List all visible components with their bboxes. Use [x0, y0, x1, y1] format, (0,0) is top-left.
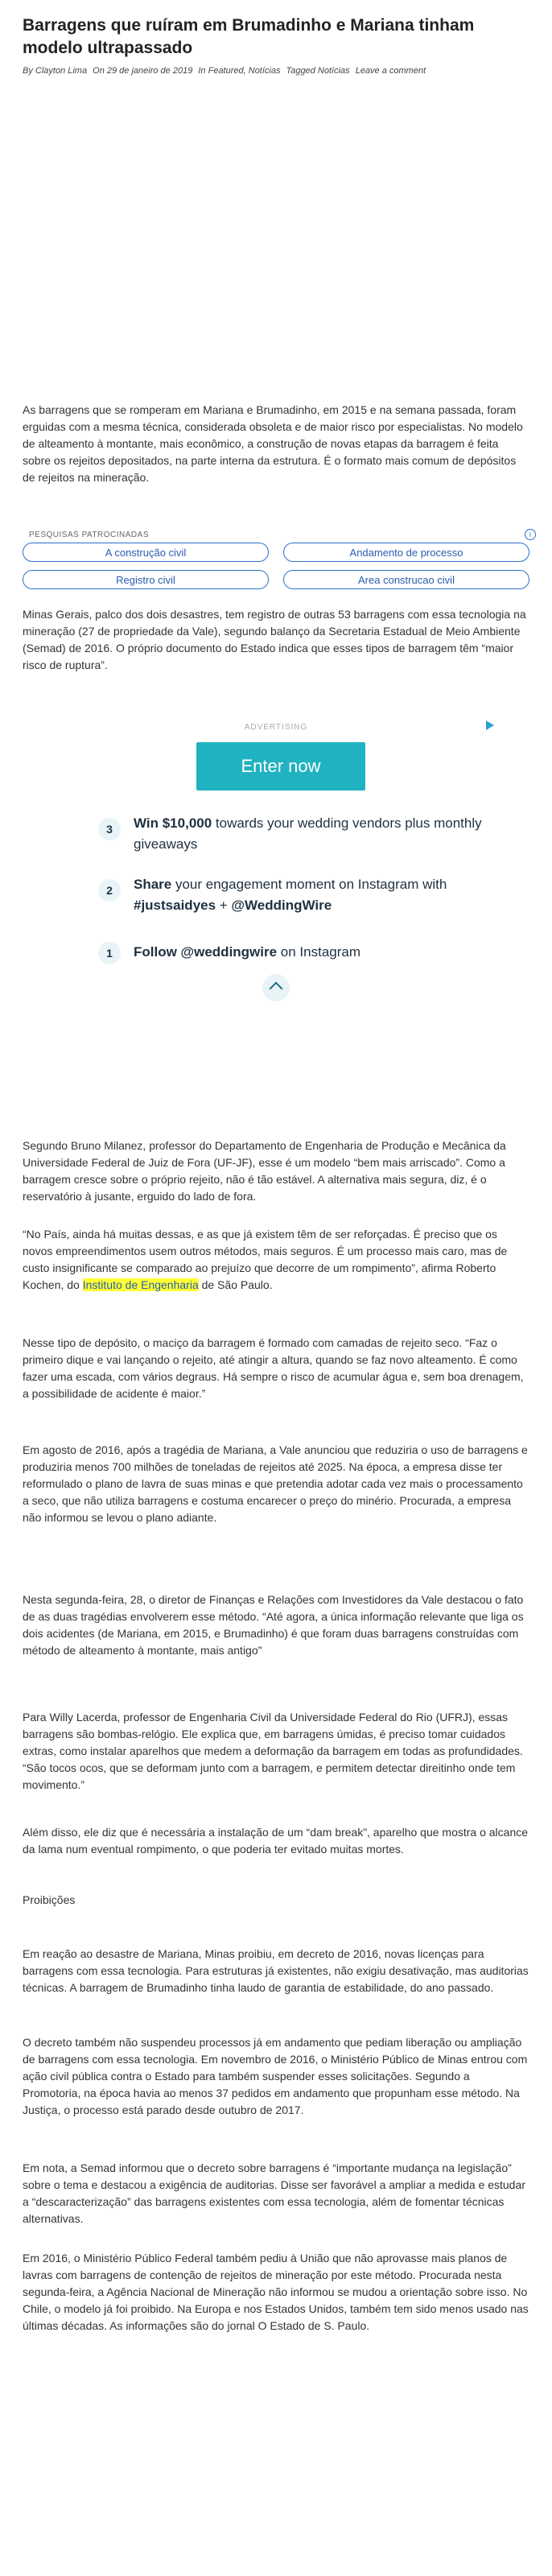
step-text	[134, 942, 488, 963]
sponsored-link-1[interactable]: A construção civil	[23, 543, 269, 562]
paragraph-4	[23, 1226, 529, 1294]
sponsored-label: PESQUISAS PATROCINADAS	[29, 530, 149, 539]
article-meta	[23, 64, 529, 77]
paragraph-10: Em reação ao desastre de Mariana, Minas proibiu, em decreto de 2016, novas licenças para barragens com essa tecnologia. Para estruturas já existentes, não exigiu desativação, mas auditorias técnicas. A barragem de Brumadinho tinha laudo de garantia de estabilidade, do ano passado.	[23, 1947, 529, 1994]
paragraph-5: Nesse tipo de depósito, o maciço da barragem é formado com camadas de rejeito seco. “Faz o primeiro dique e vai lançando o rejeito, até atingir a altura, quando se faz novo alteamento. É como fazer uma escada, com vários degraus. Há sempre o risco de acumular água e, sem boa drenagem, a possibilidade de acidente é maior.”	[23, 1336, 524, 1400]
step-bold: Follow @weddingwire	[134, 944, 278, 960]
paragraph-13: Em 2016, o Ministério Público Federal também pediu à União que não aprovasse mais planos de lavras com barragens de contenção de rejeitos de mineração por este método. Procurada nesta segunda-feira, a Agência Nacional de Mineração não informou se mudou a orientação sobre isso. No Chile, o modelo já foi proibido. Na Europa e nos Estados Unidos, também tem sido menos usado nas últimas décadas. As informações são do jornal O Estado de S. Paulo.	[23, 2252, 529, 2332]
step-rest: towards your wedding vendors plus monthly giveaways	[134, 815, 482, 852]
paragraph-6: Em agosto de 2016, após a tragédia de Mariana, a Vale anunciou que reduziria o uso de barragens e produziria menos 700 milhões de toneladas de rejeitos até 2025. Na época, a empresa disse ter reformulado o plano de lavra de suas minas e que pretendia adotar cada vez mais o processamento a seco, que não utiliza barragens e costuma encarecer o preço do minério. Procurada, a empresa não informou se levou o plano adiante.	[23, 1443, 528, 1524]
step-text	[134, 874, 488, 916]
instituto-engenharia-link[interactable]: Instituto de Engenharia	[82, 1278, 199, 1291]
meta-tags[interactable]: Tagged Notícias	[286, 66, 350, 76]
paragraph-2: Minas Gerais, palco dos dois desastres, tem registro de outras 53 barragens com essa tecnologia na mineração (27 de propriedade da Vale), segundo balanço da Secretaria Estadual de Meio Ambiente (Semad) de 2016. O próprio documento do Estado indica que esses tipos de barragem têm “maior risco de ruptura”.	[23, 608, 526, 671]
meta-date: On 29 de janeiro de 2019	[93, 66, 193, 76]
step-rest: on Instagram	[277, 944, 361, 960]
paragraph-7: Nesta segunda-feira, 28, o diretor de Finanças e Relações com Investidores da Vale destacou o fato de as duas tragédias envolverem esse método. “Até agora, a única informação relevante que liga os dois acidentes (de Mariana, em 2015, e Brumadinho) é que foram duas barragens construídas com método de alteamento à montante, mais antigo”	[23, 1593, 524, 1657]
advertising-label: ADVERTISING	[244, 723, 308, 732]
step-number-badge: 2	[98, 879, 121, 902]
paragraph-9: Além disso, ele diz que é necessária a instalação de um “dam break”, aparelho que mostra o alcance da lama num eventual rompimento, o que poderia ter evitado muitas mortes.	[23, 1826, 529, 1856]
step-handle: @WeddingWire	[231, 898, 332, 913]
sponsored-link-2[interactable]: Andamento de processo	[283, 543, 529, 562]
meta-comment-link[interactable]: Leave a comment	[355, 66, 426, 76]
paragraph-1: As barragens que se romperam em Mariana e Brumadinho, em 2015 e na semana passada, foram erguidas com a mesma técnica, considerada obsoleta e de maior risco por especialistas. No modelo de alteamento à montante, mais econômico, a construção de novas etapas da barragem é feita sobre os rejeitos depositados, na parte interna da estrutura. É o formato mais comum de depósitos de rejeitos na mineração.	[23, 403, 523, 484]
paragraph-12: Em nota, a Semad informou que o decreto sobre barragens é “importante mudança na legislação” sobre o tema e destacou a exigência de auditorias. Disse ser favorável a ampliar a medida e estudar a “descaracterização” das barragens existentes com essa tecnologia, além de fomentar técnicas alternativas.	[23, 2161, 525, 2225]
paragraph-4-text: “No País, ainda há muitas dessas, e as que já existem têm de ser reforçadas. É preciso que os novos empreendimentos usem outros métodos, mais seguros. É um processo mais caro, mas de custo insignificante se comparado ao prejuízo que decorre de um rompimento”, afirma Roberto Kochen, do	[23, 1228, 508, 1291]
paragraph-3: Segundo Bruno Milanez, professor do Departamento de Engenharia de Produção e Mecânica da Universidade Federal de Juiz de Fora (UF-JF), esse é um modelo “bem mais arriscado”. Como a barragem cresce sobre o próprio rejeito, não é tão estável. A alternativa mais segura, diz, é o reservatório à jusante, erguido do lado de fora.	[23, 1139, 506, 1203]
step-number-badge: 1	[98, 942, 121, 964]
paragraph-4-end: de São Paulo.	[198, 1278, 273, 1291]
step-plus: +	[216, 898, 232, 913]
step-bold: Share	[134, 877, 172, 892]
sponsored-link-4[interactable]: Area construcao civil	[283, 570, 529, 589]
sponsored-link-3[interactable]: Registro civil	[23, 570, 269, 589]
adchoices-icon[interactable]	[486, 720, 494, 730]
enter-now-button[interactable]: Enter now	[196, 742, 365, 791]
step-hashtag: #justsaidyes	[134, 898, 216, 913]
step-text	[134, 813, 488, 855]
meta-category[interactable]: In Featured, Notícias	[198, 66, 281, 76]
paragraph-11: O decreto também não suspendeu processos já em andamento que pediam liberação ou ampliação de barragens com essa tecnologia. Em novembro de 2016, o Ministério Público de Minas entrou com ação civil pública contra o Estado para também suspender esses solicitações. Segundo a Promotoria, na época havia ao menos 37 pedidos em andamento que propunham esse método. Na Justiça, o processo está parado desde outubro de 2017.	[23, 2036, 528, 2116]
step-bold: Win $10,000	[134, 815, 212, 831]
step-rest: your engagement moment on Instagram with	[171, 877, 447, 892]
section-heading: Proibições	[23, 1893, 76, 1906]
meta-author[interactable]: By Clayton Lima	[23, 66, 88, 76]
info-icon[interactable]: i	[525, 529, 536, 540]
paragraph-8: Para Willy Lacerda, professor de Engenharia Civil da Universidade Federal do Rio (UFRJ), essas barragens são bombas-relógio. Ele explica que, em barragens úmidas, é preciso tomar cuidados extras, como instalar aparelhos que medem a deformação da barragem em todas as profundidades. “São tocos ocos, que se deformam junto com a barragem, e permitem detectar direitinho onde tem movimento.”	[23, 1711, 523, 1791]
step-number-badge: 3	[98, 818, 121, 840]
article-title: Barragens que ruíram em Brumadinho e Mariana tinham modelo ultrapassado	[23, 16, 475, 57]
scroll-up-icon[interactable]	[262, 974, 290, 1001]
